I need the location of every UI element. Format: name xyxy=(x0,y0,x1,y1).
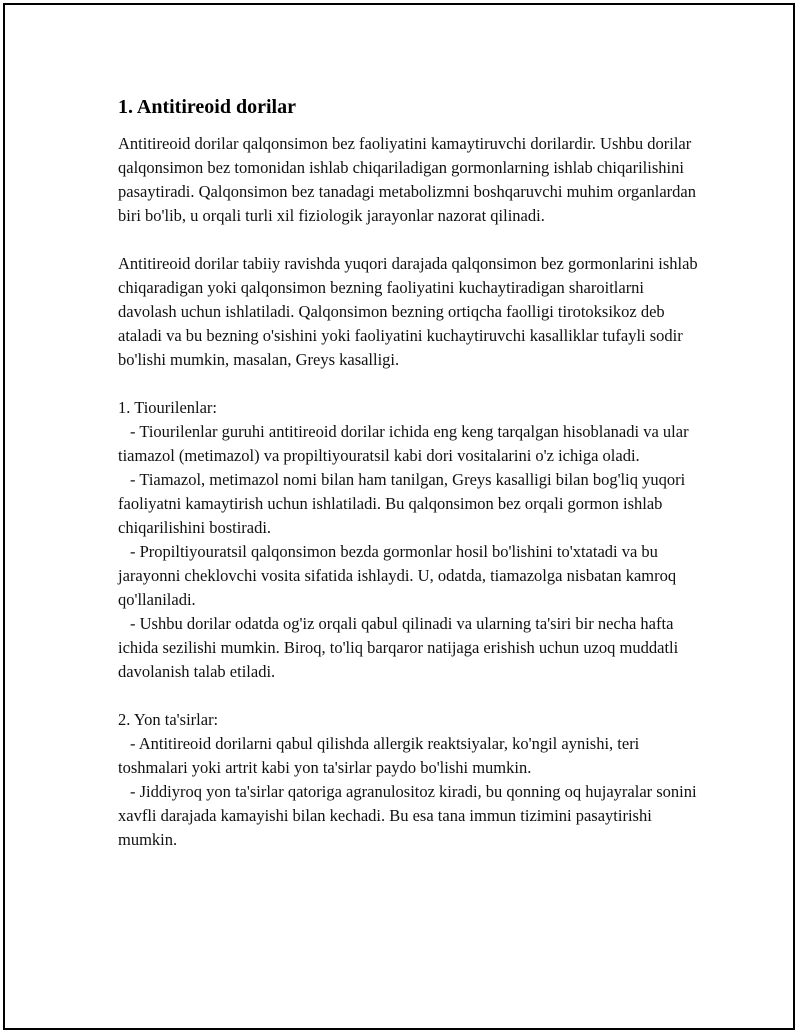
list-item: - Jiddiyroq yon ta'sirlar qatoriga agranulositoz kiradi, bu qonning oq hujayralar sonini xavfli darajada kamayishi bilan kechadi. Bu esa tana immun tizimini pasaytirishi mumkin. xyxy=(118,782,697,849)
list-item: - Propiltiyouratsil qalqonsimon bezda gormonlar hosil bo'lishini to'xtatadi va bu jarayonni cheklovchi vosita sifatida ishlaydi. U, odatda, tiamazolga nisbatan kamroq qo'llaniladi. xyxy=(118,542,677,609)
section-tiourilenlar xyxy=(118,396,698,684)
list-item: - Tiourilenlar guruhi antitireoid dorilar ichida eng keng tarqalgan hisoblanadi va ular tiamazol (metimazol) va propiltiyouratsil kabi dori vositalarini o'z ichiga oladi. xyxy=(118,422,689,465)
usage-paragraph: Antitireoid dorilar tabiiy ravishda yuqori darajada qalqonsimon bez gormonlarini ishlab chiqaradigan yoki qalqonsimon bezning faoliyatini kuchaytiradigan sharoitlarni davolash uchun ishlatiladi. Qalqonsimon bezning ortiqcha faolligi tirotoksikoz deb ataladi va bu bezning o'sishini yoki faoliyatini kuchaytiruvchi kasalliklar tufayli sodir bo'lishi mumkin, masalan, Greys kasalligi. xyxy=(118,254,698,369)
list-item: - Tiamazol, metimazol nomi bilan ham tanilgan, Greys kasalligi bilan bog'liq yuqori faoliyatni kamaytirish uchun ishlatiladi. Bu qalqonsimon bez orqali gormon ishlab chiqarilishini bostiradi. xyxy=(118,470,686,537)
list-item: - Ushbu dorilar odatda og'iz orqali qabul qilinadi va ularning ta'siri bir necha hafta ichida sezilishi mumkin. Biroq, to'liq barqaror natijaga erishish uchun uzoq muddatli davolanish talab etiladi. xyxy=(118,614,679,681)
section-side-effects xyxy=(118,708,698,852)
document-heading: 1. Antitireoid dorilar xyxy=(118,96,296,118)
section-title: 1. Tiourilenlar: xyxy=(118,398,218,417)
intro-paragraph: Antitireoid dorilar qalqonsimon bez faoliyatini kamaytiruvchi dorilardir. Ushbu dorilar qalqonsimon bez tomonidan ishlab chiqariladigan gormonlarning ishlab chiqarilishini pasaytiradi. Qalqonsimon bez tanadagi metabolizmni boshqaruvchi muhim organlardan biri bo'lib, u orqali turli xil fiziologik jarayonlar nazorat qilinadi. xyxy=(118,134,696,225)
section-title: 2. Yon ta'sirlar: xyxy=(118,710,219,729)
document-body xyxy=(118,94,698,876)
list-item: - Antitireoid dorilarni qabul qilishda allergik reaktsiyalar, ko'ngil aynishi, teri toshmalari yoki artrit kabi yon ta'sirlar paydo bo'lishi mumkin. xyxy=(118,734,640,777)
